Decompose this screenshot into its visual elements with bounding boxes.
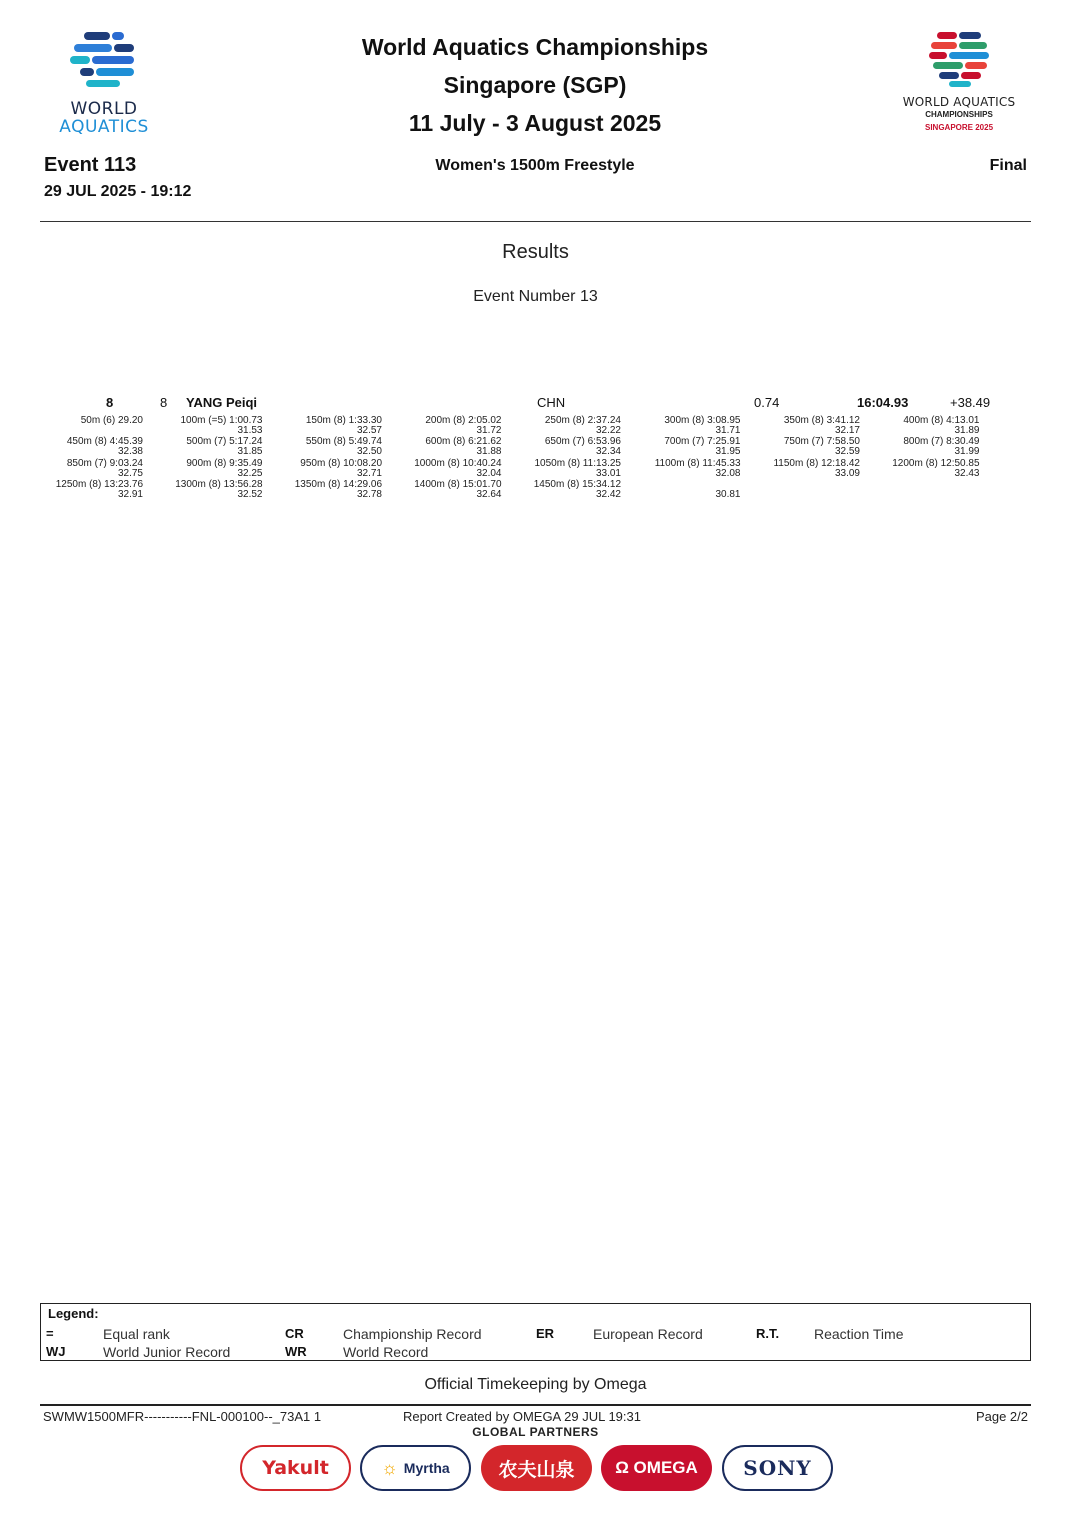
split-lap-time: 30.81 (715, 488, 741, 500)
split-lap-time: 32.50 (356, 446, 382, 458)
athlete-time-behind: +38.49 (950, 395, 991, 410)
split-cell (518, 480, 637, 501)
split-cumulative: 1100m (8) 11:45.33 (654, 457, 741, 469)
sun-icon: ☼ (381, 1457, 398, 1478)
official-timekeeping: Official Timekeeping by Omega (424, 1376, 647, 1393)
legend-desc-rt: Reaction Time (814, 1326, 904, 1342)
split-cell (160, 437, 279, 458)
sponsor-yakult-text: Yakult (262, 1457, 329, 1479)
split-cumulative: 50m (6) 29.20 (80, 415, 143, 426)
global-partners-label: GLOBAL PARTNERS (472, 1425, 599, 1439)
sponsor-omega-text: Ω OMEGA (615, 1458, 698, 1477)
legend-desc-wj: World Junior Record (103, 1344, 231, 1360)
report-created: Report Created by OMEGA 29 JUL 19:31 (403, 1409, 641, 1424)
championships-logo (885, 30, 1033, 140)
legend-code-wr: WR (285, 1344, 307, 1359)
athlete-rank: 8 (106, 395, 114, 410)
legend-title: Legend: (48, 1306, 99, 1321)
split-cell (40, 416, 159, 437)
split-lap-time: 32.25 (237, 467, 263, 479)
split-cell (279, 459, 398, 480)
logo-word-world: WORLD (70, 99, 138, 119)
split-lap-time: 31.72 (476, 425, 502, 436)
split-lap-time: 31.71 (715, 425, 741, 436)
split-cell (757, 437, 876, 458)
legend-code-wj: WJ (46, 1344, 66, 1359)
split-lap-time: 33.09 (834, 467, 860, 479)
split-lap-time: 32.78 (356, 488, 382, 500)
split-cumulative: 1400m (8) 15:01.70 (414, 478, 502, 490)
split-cumulative: 850m (7) 9:03.24 (66, 457, 143, 469)
split-lap-time: 32.57 (356, 425, 382, 436)
split-cumulative: 800m (7) 8:30.49 (903, 436, 980, 448)
split-cell (399, 437, 518, 458)
split-cell (518, 459, 637, 480)
split-cumulative: 750m (7) 7:58.50 (783, 436, 860, 448)
sponsor-yakult-logo (240, 1445, 351, 1491)
split-lap-time: 32.75 (117, 467, 143, 479)
split-cell (160, 480, 279, 501)
split-cumulative: 600m (8) 6:21.62 (425, 436, 502, 448)
legend-code-cr: CR (285, 1326, 304, 1341)
split-cell (399, 480, 518, 501)
split-lap-time: 32.71 (356, 467, 382, 479)
legend-code-er: ER (536, 1326, 555, 1341)
championship-dates: 11 July - 3 August 2025 (408, 110, 662, 136)
logo-word-aquatics: AQUATICS (59, 117, 149, 137)
sponsor-myrtha-text: Myrtha (403, 1460, 450, 1476)
split-lap-time: 32.43 (954, 467, 980, 479)
event-phase: Final (989, 157, 1027, 174)
sponsor-sony-logo (722, 1445, 833, 1491)
split-cell (279, 480, 398, 501)
split-lap-time: 32.38 (117, 446, 143, 458)
split-lap-time: 32.42 (595, 488, 621, 500)
split-cumulative: 350m (8) 3:41.12 (783, 415, 860, 426)
champs-logo-line3: SINGAPORE 2025 (924, 123, 994, 132)
split-cell (757, 416, 876, 437)
split-cumulative: 500m (7) 5:17.24 (186, 436, 263, 448)
split-cumulative: 150m (8) 1:33.30 (305, 415, 382, 426)
split-lap-time: 32.17 (834, 425, 860, 436)
athlete-final-time: 16:04.93 (857, 395, 909, 410)
split-lap-time: 31.99 (954, 446, 980, 458)
split-lap-time: 32.08 (715, 467, 741, 479)
championships-mark-icon (927, 30, 991, 88)
legend-desc-wr: World Record (343, 1344, 429, 1360)
split-cell (638, 459, 757, 480)
split-cumulative: 450m (8) 4:45.39 (66, 436, 143, 448)
athlete-name: YANG Peiqi (186, 395, 258, 410)
champs-logo-line2: CHAMPIONSHIPS (925, 110, 993, 119)
sponsor-myrtha-logo (360, 1445, 471, 1491)
split-cell (160, 416, 279, 437)
event-datetime: 29 JUL 2025 - 19:12 (44, 183, 192, 200)
split-cumulative: 1150m (8) 12:18.42 (773, 457, 860, 469)
split-cell (518, 416, 637, 437)
legend-code-rt: R.T. (756, 1326, 780, 1341)
legend-desc-cr: Championship Record (343, 1326, 482, 1342)
legend-desc-equal: Equal rank (103, 1326, 170, 1342)
split-cumulative: 100m (=5) 1:00.73 (180, 415, 263, 426)
event-name: Women's 1500m Freestyle (435, 157, 635, 174)
champs-logo-line1: WORLD AQUATICS (902, 95, 1016, 109)
split-cell (638, 416, 757, 437)
split-cell (40, 459, 159, 480)
sponsor-nongfu-logo (481, 1445, 592, 1491)
world-aquatics-dots-icon (68, 30, 138, 88)
event-code: Event 113 (44, 154, 137, 176)
split-cell (757, 459, 876, 480)
split-lap-time: 32.22 (595, 425, 621, 436)
split-lap-time: 31.88 (476, 446, 502, 458)
split-lap-time: 31.53 (237, 425, 263, 436)
split-cell (638, 437, 757, 458)
split-lap-time: 32.52 (237, 488, 263, 500)
split-cumulative: 1250m (8) 13:23.76 (55, 478, 143, 490)
split-cell (399, 416, 518, 437)
championship-title: World Aquatics Championships (361, 34, 709, 60)
split-cumulative: 1350m (8) 14:29.06 (294, 478, 382, 490)
split-cumulative: 700m (7) 7:25.91 (664, 436, 741, 448)
legend-desc-er: European Record (593, 1326, 703, 1342)
legend-code-equal: = (46, 1326, 54, 1341)
athlete-lane: 8 (160, 395, 168, 410)
sponsor-sony-text: SONY (743, 1456, 812, 1480)
event-number: Event Number 13 (473, 288, 598, 305)
split-cumulative: 400m (8) 4:13.01 (903, 415, 980, 426)
championship-location: Singapore (SGP) (443, 72, 627, 98)
split-cell (399, 459, 518, 480)
sponsor-nongfu-text: 农夫山泉 (498, 1459, 575, 1481)
results-heading: Results (502, 241, 569, 263)
split-cumulative: 200m (8) 2:05.02 (425, 415, 502, 426)
header-divider (40, 221, 1031, 222)
split-cumulative: 300m (8) 3:08.95 (664, 415, 741, 426)
document-code: SWMW1500MFR-----------FNL-000100--_73A1 1 (43, 1409, 322, 1424)
split-cell (877, 459, 996, 480)
split-lap-time: 32.64 (476, 488, 502, 500)
split-cell (279, 437, 398, 458)
split-cell (40, 437, 159, 458)
split-cumulative: 1050m (8) 11:13.25 (534, 457, 621, 469)
athlete-nation: CHN (537, 395, 566, 410)
split-cumulative: 950m (8) 10:08.20 (300, 457, 382, 469)
split-lap-time: 33.01 (595, 467, 621, 479)
split-cell (638, 480, 757, 501)
split-cumulative: 250m (8) 2:37.24 (544, 415, 621, 426)
split-cell (160, 459, 279, 480)
split-cumulative: 1450m (8) 15:34.12 (533, 478, 621, 490)
world-aquatics-logo (44, 30, 164, 140)
split-lap-time: 31.95 (715, 446, 741, 458)
split-cumulative: 550m (8) 5:49.74 (305, 436, 382, 448)
split-lap-time: 32.34 (595, 446, 621, 458)
split-cell (877, 437, 996, 458)
split-lap-time: 32.04 (476, 467, 502, 479)
split-cumulative: 1200m (8) 12:50.85 (892, 457, 980, 469)
split-cell (279, 416, 398, 437)
split-lap-time: 32.91 (117, 488, 143, 500)
page-number: Page 2/2 (975, 1409, 1028, 1424)
split-cell (877, 416, 996, 437)
sponsor-omega-logo (601, 1445, 712, 1491)
split-cumulative: 650m (7) 6:53.96 (544, 436, 621, 448)
split-cell (518, 437, 637, 458)
split-cumulative: 1000m (8) 10:40.24 (414, 457, 502, 469)
legend-box (40, 1303, 1031, 1361)
athlete-reaction-time: 0.74 (754, 395, 780, 410)
split-cell (40, 480, 159, 501)
split-lap-time: 32.59 (834, 446, 860, 458)
split-cumulative: 1300m (8) 13:56.28 (175, 478, 263, 490)
split-lap-time: 31.85 (237, 446, 263, 458)
split-lap-time: 31.89 (954, 425, 980, 436)
split-cumulative: 900m (8) 9:35.49 (186, 457, 263, 469)
footer-divider (40, 1404, 1031, 1406)
